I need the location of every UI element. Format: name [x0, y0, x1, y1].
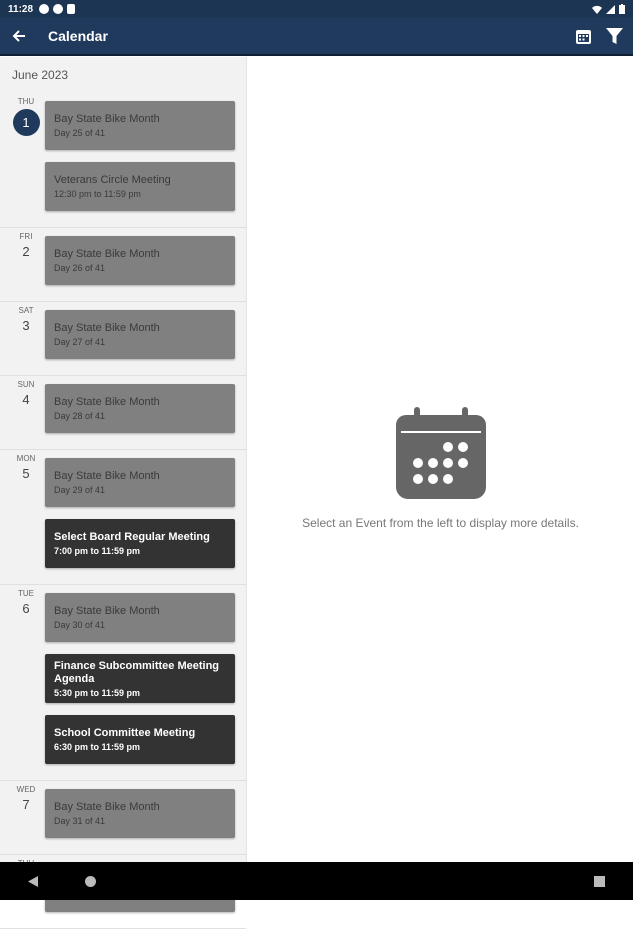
event-time: Day 31 of 41: [54, 816, 106, 826]
day-of-week: TUE: [18, 589, 34, 598]
today-date-badge: 1: [13, 109, 40, 136]
event-title: Veterans Circle Meeting: [54, 174, 171, 186]
status-bar: [0, 0, 633, 18]
day-number: 2: [22, 244, 30, 259]
notification-icon: [67, 4, 75, 14]
event-list: [45, 384, 235, 433]
calendar-icon: [396, 407, 486, 499]
day-group: [0, 302, 246, 376]
day-group: [0, 93, 246, 228]
event-card[interactable]: [45, 384, 235, 433]
event-title: Bay State Bike Month: [54, 113, 160, 125]
day-group: [0, 376, 246, 450]
cell-signal-icon: [606, 5, 615, 14]
day-label: [0, 380, 52, 407]
event-title: Bay State Bike Month: [54, 470, 160, 482]
event-list: [45, 458, 235, 568]
notification-icon: [39, 4, 49, 14]
event-title: Bay State Bike Month: [54, 801, 160, 813]
arrow-back-icon: [12, 29, 26, 43]
nav-home-icon[interactable]: [85, 876, 96, 887]
event-time: Day 29 of 41: [54, 485, 106, 495]
day-number: 4: [22, 392, 30, 407]
back-button[interactable]: [2, 17, 36, 55]
month-header: June 2023: [12, 68, 69, 82]
nav-recents-icon[interactable]: [594, 876, 605, 887]
day-label: [0, 785, 52, 812]
day-label: [0, 589, 52, 616]
event-time: 5:30 pm to 11:59 pm: [54, 688, 141, 698]
event-title: Finance Subcommittee Meeting Agenda: [54, 660, 220, 685]
status-time: 11:28: [8, 3, 34, 15]
day-of-week: SUN: [17, 380, 35, 389]
notification-icon: [53, 4, 63, 14]
event-list: [45, 236, 235, 285]
day-of-week: WED: [16, 785, 36, 794]
event-card[interactable]: [45, 310, 235, 359]
day-of-week: FRI: [19, 232, 33, 241]
event-title: Bay State Bike Month: [54, 605, 160, 617]
day-of-week: MON: [16, 454, 36, 463]
day-list: [0, 93, 246, 929]
event-list: [45, 593, 235, 764]
event-title: School Committee Meeting: [54, 727, 196, 739]
day-of-week: SAT: [18, 306, 34, 315]
day-number: 5: [22, 466, 30, 481]
nav-back-icon[interactable]: [28, 876, 38, 887]
event-card[interactable]: [45, 519, 235, 568]
filter-icon[interactable]: [606, 28, 623, 44]
day-group: [0, 228, 246, 302]
app-bar: [0, 18, 633, 56]
event-title: Bay State Bike Month: [54, 322, 160, 334]
day-number: 7: [22, 797, 30, 812]
event-time: Day 30 of 41: [54, 620, 106, 630]
day-label: [0, 97, 52, 136]
event-card[interactable]: [45, 101, 235, 150]
event-time: 12:30 pm to 11:59 pm: [54, 189, 141, 199]
event-card[interactable]: [45, 236, 235, 285]
event-time: Day 25 of 41: [54, 128, 106, 138]
event-detail-panel: [248, 57, 633, 862]
event-list: [45, 789, 235, 838]
event-list: [45, 101, 235, 211]
event-time: Day 28 of 41: [54, 411, 106, 421]
page-title: Calendar: [48, 28, 108, 44]
event-card[interactable]: [45, 458, 235, 507]
battery-icon: [619, 4, 625, 14]
system-nav-bar: [0, 862, 633, 900]
event-card[interactable]: [45, 162, 235, 211]
calendar-view-icon[interactable]: [575, 28, 592, 45]
event-card[interactable]: [45, 654, 235, 703]
day-of-week: THU: [17, 97, 35, 106]
event-list-panel[interactable]: [0, 57, 247, 862]
wifi-icon: [592, 5, 602, 14]
day-group: [0, 781, 246, 855]
event-list: [45, 310, 235, 359]
day-label: [0, 306, 52, 333]
day-group: [0, 450, 246, 585]
day-group: [0, 585, 246, 781]
empty-state: [248, 407, 633, 530]
event-time: Day 26 of 41: [54, 263, 106, 273]
event-card[interactable]: [45, 593, 235, 642]
event-title: Bay State Bike Month: [54, 396, 160, 408]
day-number: 3: [22, 318, 30, 333]
event-title: Bay State Bike Month: [54, 248, 160, 260]
event-time: 7:00 pm to 11:59 pm: [54, 546, 141, 556]
day-number: 6: [22, 601, 30, 616]
day-label: [0, 232, 52, 259]
day-label: [0, 454, 52, 481]
event-card[interactable]: [45, 789, 235, 838]
empty-state-message: Select an Event from the left to display more details.: [302, 516, 579, 530]
event-time: Day 27 of 41: [54, 337, 106, 347]
event-title: Select Board Regular Meeting: [54, 531, 210, 543]
event-time: 6:30 pm to 11:59 pm: [54, 742, 141, 752]
event-card[interactable]: [45, 715, 235, 764]
